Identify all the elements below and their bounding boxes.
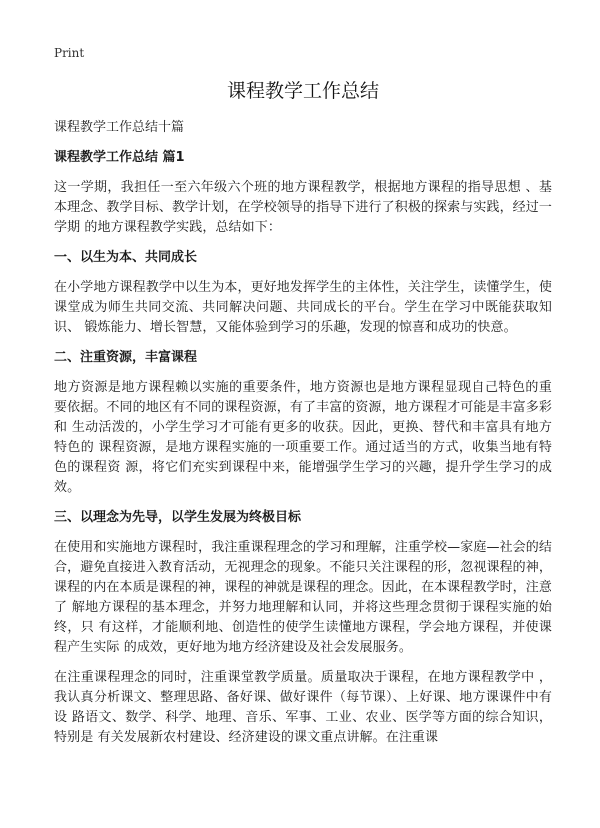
section-heading-3: 三、以理念为先导，以学生发展为终极目标 (54, 510, 302, 525)
section-heading-1: 一、以生为本、共同成长 (54, 250, 198, 265)
intro-paragraph: 这一学期，我担任一至六年级六个班的地方课程教学，根据地方课程的指导思想 、基本理念、教学目标、教学计划，在学校领导的指导下进行了积极的探索与实践，经过一学期 的地方课程教学实践，总结如下： (54, 180, 552, 235)
document-title: 课程教学工作总结 (226, 80, 379, 102)
article-heading: 课程教学工作总结 篇1 (54, 150, 185, 165)
section-heading-2: 二、注重资源，丰富课程 (54, 350, 198, 365)
section-2-paragraph-1: 地方资源是地方课程赖以实施的重要条件，地方资源也是地方课程显现自己特色的重 要依据。不同的地区有不同的课程资源，有了丰富的资源，地方课程才可能是丰富多彩和 生动活泼的，小学生学习才可能有更多的收获。因此，更换、替代和丰富具有地方特色的 课程资源，是地方课程实施的一项重要工作。通过适当的方式，收集当地有特色的课程资 源，将它们充实到课程中来，能增强学生学习的兴趣，提升学生学习的成效。 (54, 380, 552, 495)
section-3-paragraph-2: 在注重课程理念的同时，注重课堂教学质量。质量取决于课程，在地方课程教学中 ，我认真分析课文、整理思路、备好课、做好课件（每节课）、上好课、地方课课件中有设 路语文、数学、科学、地理、音乐、军事、工业、农业、医学等方面的综合知识，特别是 有关发展新农村建设、经济建设的课文重点讲解。在注重课 (54, 670, 552, 745)
print-link[interactable]: Print (54, 46, 85, 60)
document-subtitle: 课程教学工作总结十篇 (54, 120, 185, 135)
section-1-paragraph-1: 在小学地方课程教学中以生为本，更好地发挥学生的主体性，关注学生，读懂学生，使课堂成为师生共同交流、共同解决问题、共同成长的平台。学生在学习中既能获取知识、 锻炼能力、增长智慧，又能体验到学习的乐趣，发现的惊喜和成功的快意。 (54, 280, 552, 335)
section-3-paragraph-1: 在使用和实施地方课程时，我注重课程理念的学习和理解，注重学校—家庭—社会的结合，避免直接进入教育活动，无视理念的现象。不能只关注课程的形，忽视课程的神， 课程的内在本质是课程的神，课程的神就是课程的理念。因此，在本课程教学时，注意了 解地方课程的基本理念，并努力地理解和认同，并将这些理念贯彻于课程实施的始终，只 有这样，才能顺利地、创造性的使学生读懂地方课程，学会地方课程，并使课程产生实际 的成效，更好地为地方经济建设及社会发展服务。 (54, 540, 552, 655)
